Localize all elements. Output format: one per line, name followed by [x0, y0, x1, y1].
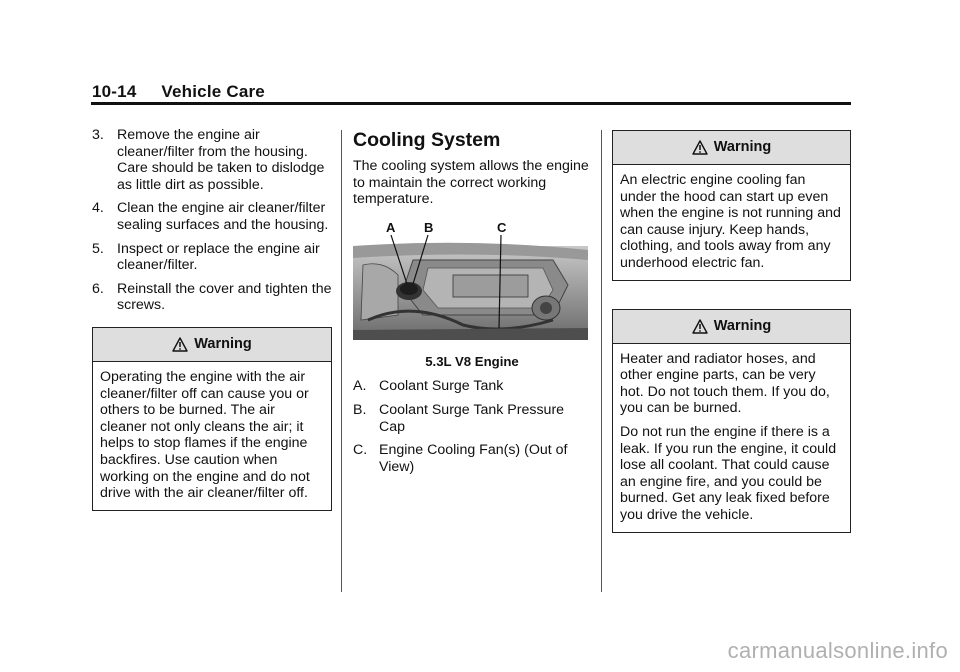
engine-bay-image — [353, 220, 588, 340]
legend-letter: A. — [353, 378, 367, 395]
warning-box — [612, 309, 851, 533]
warning-title: Warning — [194, 336, 252, 353]
warning-body — [613, 344, 850, 532]
warning-header — [93, 328, 331, 362]
step-number: 4. — [92, 200, 104, 217]
warning-body — [93, 362, 331, 510]
figure-label-c: C — [497, 219, 507, 235]
step-number: 6. — [92, 280, 104, 297]
list-item — [92, 127, 332, 193]
legend-letter: C. — [353, 442, 368, 459]
legend-text: Engine Cooling Fan(s) (Out of View) — [379, 442, 568, 475]
column-1 — [92, 127, 332, 511]
intro-text: The cooling system allows the engine to maintain the correct working temperature. — [353, 158, 589, 208]
legend-text: Coolant Surge Tank — [379, 378, 504, 395]
step-text: Remove the engine air cleaner/filter from the housing. Care should be taken to dislodge as little dirt as possible. — [117, 127, 325, 193]
column-divider — [601, 130, 602, 592]
warning-text: Do not run the engine if there is a leak. If you run the engine, it could lose all coolant. That could cause an engine fire, and you could be burned. Get any leak fixed before you drive the vehicle. — [620, 423, 837, 523]
step-text: Reinstall the cover and tighten the screws. — [117, 280, 332, 314]
warning-title: Warning — [713, 139, 772, 156]
warning-text: Heater and radiator hoses, and other engine parts, can be very hot. Do not touch them. If you do, you can be burned. — [620, 350, 830, 417]
warning-text: An electric engine cooling fan under the hood can start up even when the engine is not running and can cause injury. Keep hands, clothing, and tools away from any underhood electric fan. — [620, 172, 841, 271]
list-item — [92, 241, 332, 274]
list-item — [353, 378, 591, 395]
warning-triangle-icon — [172, 337, 188, 352]
legend-text: Coolant Surge Tank Pressure Cap — [379, 401, 565, 435]
step-number: 5. — [92, 240, 104, 257]
column-3 — [612, 130, 851, 533]
step-number: 3. — [92, 127, 104, 143]
warning-box — [612, 130, 851, 281]
list-item — [353, 442, 591, 475]
legend-letter: B. — [353, 401, 367, 418]
step-text: Clean the engine air cleaner/filter sealing surfaces and the housing. — [117, 200, 329, 233]
page-number: 10-14 — [92, 82, 137, 101]
warning-triangle-icon — [692, 319, 708, 334]
watermark: carmanualsonline.info — [727, 638, 948, 663]
figure-label-a: A — [386, 219, 396, 235]
warning-text: Operating the engine with the air cleaner/filter off can cause you or others to be burned. The air cleaner not only cleans the air; it helps to stop flames if the engine backfires. Use caution when working on the engine and do not drive with the air cleaner/filter off. — [100, 368, 310, 502]
column-2 — [353, 128, 591, 482]
warning-header — [613, 310, 850, 344]
list-item — [92, 281, 332, 314]
step-text: Inspect or replace the engine air cleaner/filter. — [117, 240, 320, 274]
figure-caption: 5.3L V8 Engine — [425, 353, 519, 369]
warning-triangle-icon — [692, 140, 708, 155]
header-rule — [91, 102, 851, 105]
list-item — [353, 402, 591, 435]
figure-label-b: B — [424, 219, 434, 235]
engine-figure — [353, 220, 588, 340]
warning-body — [613, 165, 850, 280]
list-item — [92, 200, 332, 233]
warning-title: Warning — [713, 317, 772, 334]
section-title: Vehicle Care — [161, 82, 265, 101]
column-divider — [341, 130, 342, 592]
section-heading: Cooling System — [353, 129, 501, 151]
page-header — [92, 82, 265, 102]
warning-box — [92, 327, 332, 511]
warning-header — [613, 131, 850, 165]
